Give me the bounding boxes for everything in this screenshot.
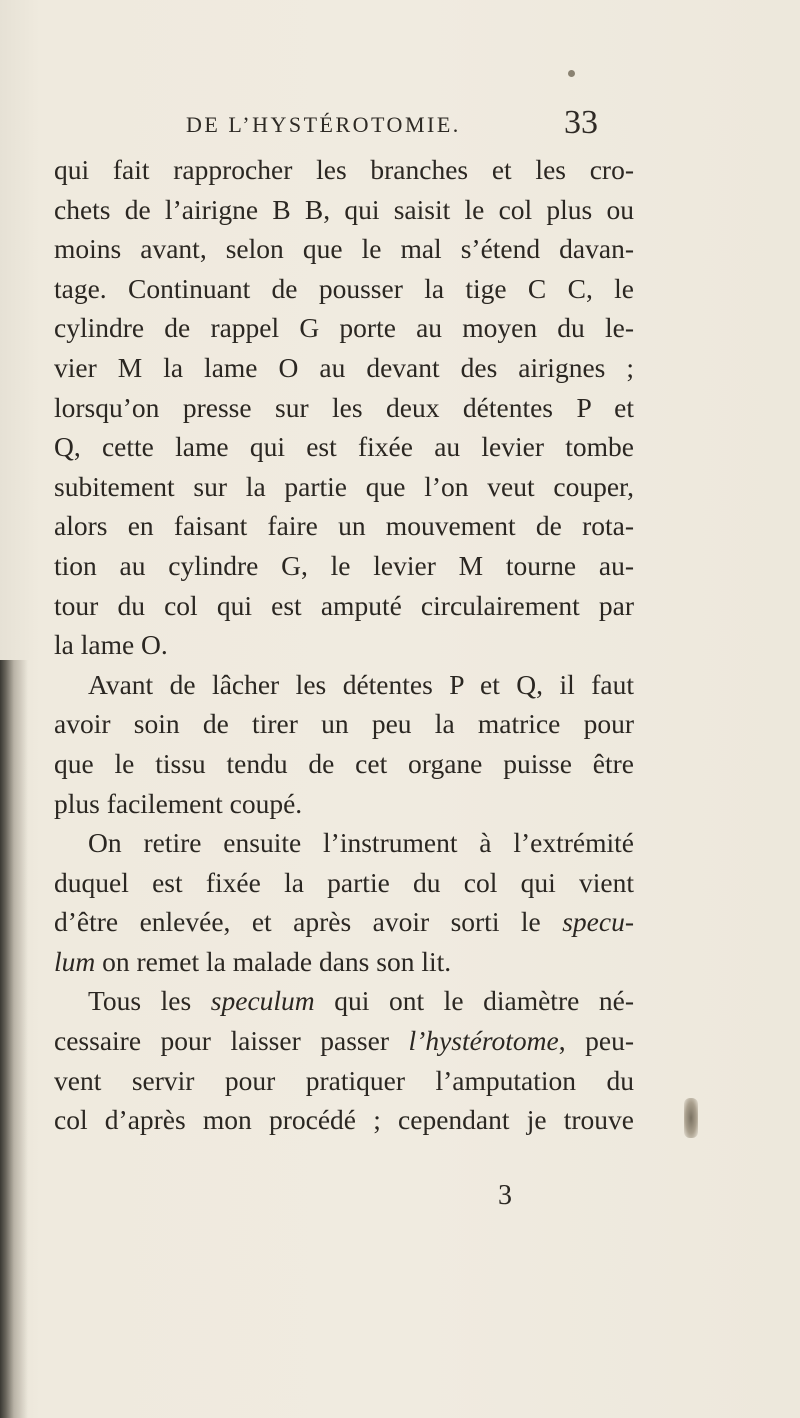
italic-word: specu-	[562, 906, 634, 938]
text-line: qui fait rapprocher les branches et les cro-	[54, 154, 634, 185]
text-line: la lame O.	[54, 629, 168, 661]
signature-mark: 3	[498, 1180, 512, 1211]
italic-word: lum	[54, 945, 96, 977]
running-title: DE L’HYSTÉROTOMIE.	[186, 112, 461, 137]
text-line: tion au cylindre G, le levier M tourne au-	[54, 549, 634, 581]
text-line: chets de l’airigne B B, qui saisit le col plus ou	[54, 193, 634, 225]
text-line: duquel est fixée la partie du col qui vient	[54, 866, 634, 898]
text-line: moins avant, selon que le mal s’étend davan-	[54, 233, 634, 265]
paragraph-start-line: Avant de lâcher les détentes P et Q, il faut	[88, 668, 634, 700]
text-line: lorsqu’on presse sur les deux détentes P et	[54, 391, 634, 423]
text-line: col d’après mon procédé ; cependant je trouve	[54, 1104, 634, 1136]
running-head	[0, 104, 800, 144]
text-run: qui ont le diamètre né-	[314, 985, 634, 1017]
text-run: , peu-	[558, 1025, 634, 1057]
italic-word: speculum	[210, 985, 315, 1017]
text-line	[54, 902, 634, 942]
paragraph-start-line: On retire ensuite l’instrument à l’extrémité	[88, 827, 634, 859]
text-line: tour du col qui est amputé circulairement par	[54, 589, 634, 621]
text-line: Q, cette lame qui est fixée au levier tombe	[54, 431, 634, 463]
body-text	[54, 150, 634, 1140]
text-run: cessaire pour laisser passer	[54, 1025, 409, 1057]
text-line: vier M la lame O au devant des airignes ;	[54, 351, 634, 383]
text-line: tage. Continuant de pousser la tige C C, le	[54, 272, 634, 304]
binding-shadow	[0, 660, 28, 1418]
text-run: Tous les	[88, 985, 211, 1017]
text-line	[54, 942, 634, 982]
paragraph-start-line	[54, 981, 634, 1021]
text-line	[54, 1021, 634, 1061]
text-line: plus facilement coupé.	[54, 787, 303, 819]
text-run: d’être enlevée, et après avoir sorti le	[54, 906, 563, 938]
text-line: cylindre de rappel G porte au moyen du le-	[54, 312, 634, 344]
text-line: alors en faisant faire un mouvement de rota-	[54, 510, 634, 542]
text-line: que le tissu tendu de cet organe puisse être	[54, 747, 634, 779]
text-line: vent servir pour pratiquer l’amputation du	[54, 1064, 634, 1096]
ink-blot	[684, 1098, 698, 1138]
text-line: avoir soin de tirer un peu la matrice pour	[54, 708, 634, 740]
ink-speck	[568, 70, 575, 77]
italic-word: l’hystérotome	[408, 1025, 559, 1057]
text-run: on remet la malade dans son lit.	[95, 945, 452, 977]
text-line: subitement sur la partie que l’on veut couper,	[54, 470, 634, 502]
page-number: 33	[564, 104, 598, 141]
